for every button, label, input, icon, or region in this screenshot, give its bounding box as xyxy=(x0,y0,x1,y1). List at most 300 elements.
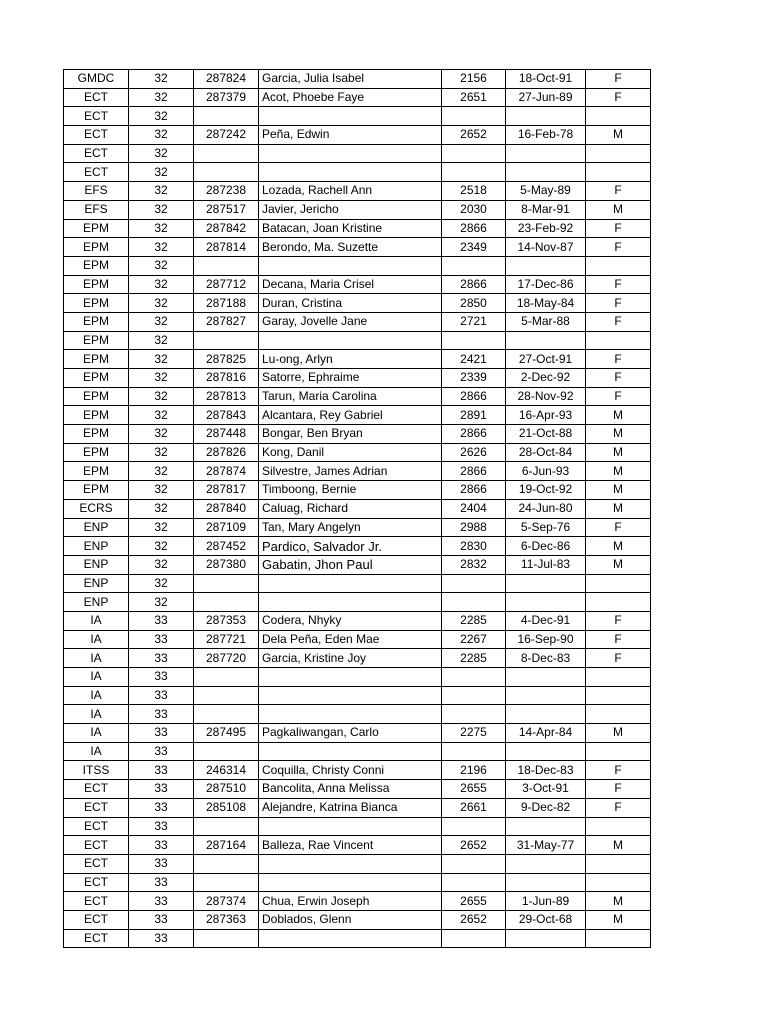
id-cell: 287824 xyxy=(194,70,259,89)
name-cell: Coquilla, Christy Conni xyxy=(259,761,442,780)
code-cell: 2285 xyxy=(442,611,506,630)
dept-cell: EPM xyxy=(64,369,129,388)
date-cell: 5-Sep-76 xyxy=(506,518,586,537)
name-cell: Gabatin, Jhon Paul xyxy=(259,555,442,574)
sex-cell xyxy=(586,929,651,948)
code-cell: 2275 xyxy=(442,724,506,743)
code-cell xyxy=(442,256,506,275)
table-row xyxy=(64,88,651,107)
id-cell: 287109 xyxy=(194,518,259,537)
name-cell: Pagkaliwangan, Carlo xyxy=(259,724,442,743)
id-cell xyxy=(194,873,259,892)
table-row xyxy=(64,256,651,275)
code-cell: 2866 xyxy=(442,481,506,500)
dept-cell: EPM xyxy=(64,425,129,444)
table-row xyxy=(64,854,651,873)
sex-cell: F xyxy=(586,387,651,406)
id-cell xyxy=(194,331,259,350)
sex-cell xyxy=(586,574,651,593)
group-cell: 32 xyxy=(129,182,194,201)
date-cell xyxy=(506,686,586,705)
table-row xyxy=(64,518,651,537)
code-cell: 2518 xyxy=(442,182,506,201)
dept-cell: ECT xyxy=(64,929,129,948)
code-cell: 2339 xyxy=(442,369,506,388)
group-cell: 32 xyxy=(129,425,194,444)
id-cell: 287448 xyxy=(194,425,259,444)
dept-cell: EPM xyxy=(64,350,129,369)
id-cell: 287517 xyxy=(194,200,259,219)
dept-cell: ECT xyxy=(64,107,129,126)
group-cell: 32 xyxy=(129,406,194,425)
id-cell xyxy=(194,817,259,836)
code-cell: 2830 xyxy=(442,537,506,556)
date-cell: 27-Jun-89 xyxy=(506,88,586,107)
date-cell xyxy=(506,593,586,612)
dept-cell: ENP xyxy=(64,593,129,612)
date-cell xyxy=(506,256,586,275)
code-cell xyxy=(442,705,506,724)
name-cell: Batacan, Joan Kristine xyxy=(259,219,442,238)
sex-cell: M xyxy=(586,724,651,743)
group-cell: 32 xyxy=(129,88,194,107)
id-cell: 287452 xyxy=(194,537,259,556)
table-row xyxy=(64,761,651,780)
sex-cell: F xyxy=(586,294,651,313)
name-cell: Tarun, Maria Carolina xyxy=(259,387,442,406)
table-row xyxy=(64,70,651,89)
dept-cell: ECT xyxy=(64,854,129,873)
table-row xyxy=(64,126,651,145)
id-cell: 287363 xyxy=(194,910,259,929)
id-cell: 287814 xyxy=(194,238,259,257)
dept-cell: ECT xyxy=(64,163,129,182)
date-cell: 19-Oct-92 xyxy=(506,481,586,500)
id-cell: 287495 xyxy=(194,724,259,743)
dept-cell: IA xyxy=(64,611,129,630)
table-row xyxy=(64,406,651,425)
id-cell: 287374 xyxy=(194,892,259,911)
group-cell: 33 xyxy=(129,705,194,724)
group-cell: 33 xyxy=(129,649,194,668)
sex-cell: F xyxy=(586,780,651,799)
code-cell: 2349 xyxy=(442,238,506,257)
dept-cell: EPM xyxy=(64,256,129,275)
dept-cell: EPM xyxy=(64,294,129,313)
name-cell: Bancolita, Anna Melissa xyxy=(259,780,442,799)
group-cell: 32 xyxy=(129,70,194,89)
dept-cell: ECT xyxy=(64,798,129,817)
date-cell xyxy=(506,742,586,761)
sex-cell: M xyxy=(586,462,651,481)
date-cell: 2-Dec-92 xyxy=(506,369,586,388)
name-cell xyxy=(259,854,442,873)
group-cell: 32 xyxy=(129,219,194,238)
dept-cell: ENP xyxy=(64,555,129,574)
name-cell: Codera, Nhyky xyxy=(259,611,442,630)
code-cell xyxy=(442,593,506,612)
group-cell: 32 xyxy=(129,200,194,219)
name-cell: Javier, Jericho xyxy=(259,200,442,219)
name-cell: Garay, Jovelle Jane xyxy=(259,312,442,331)
name-cell: Caluag, Richard xyxy=(259,499,442,518)
date-cell: 18-Dec-83 xyxy=(506,761,586,780)
name-cell xyxy=(259,742,442,761)
group-cell: 32 xyxy=(129,144,194,163)
id-cell xyxy=(194,686,259,705)
group-cell: 33 xyxy=(129,611,194,630)
table-row xyxy=(64,425,651,444)
code-cell: 2655 xyxy=(442,780,506,799)
table-row xyxy=(64,163,651,182)
sex-cell xyxy=(586,668,651,687)
name-cell: Duran, Cristina xyxy=(259,294,442,313)
date-cell: 29-Oct-68 xyxy=(506,910,586,929)
dept-cell: ECT xyxy=(64,892,129,911)
code-cell: 2196 xyxy=(442,761,506,780)
dept-cell: ECT xyxy=(64,126,129,145)
roster-body xyxy=(64,70,651,948)
name-cell: Garcia, Kristine Joy xyxy=(259,649,442,668)
code-cell: 2866 xyxy=(442,425,506,444)
id-cell: 287721 xyxy=(194,630,259,649)
sex-cell xyxy=(586,107,651,126)
date-cell: 8-Dec-83 xyxy=(506,649,586,668)
sex-cell: M xyxy=(586,555,651,574)
name-cell: Decana, Maria Crisel xyxy=(259,275,442,294)
table-row xyxy=(64,144,651,163)
id-cell: 287720 xyxy=(194,649,259,668)
name-cell xyxy=(259,574,442,593)
name-cell xyxy=(259,686,442,705)
group-cell: 33 xyxy=(129,892,194,911)
dept-cell: ECT xyxy=(64,817,129,836)
code-cell: 2404 xyxy=(442,499,506,518)
id-cell: 287380 xyxy=(194,555,259,574)
date-cell: 21-Oct-88 xyxy=(506,425,586,444)
id-cell: 287813 xyxy=(194,387,259,406)
id-cell: 287842 xyxy=(194,219,259,238)
id-cell xyxy=(194,593,259,612)
code-cell: 2832 xyxy=(442,555,506,574)
roster-table xyxy=(63,69,651,948)
group-cell: 33 xyxy=(129,854,194,873)
table-row xyxy=(64,649,651,668)
code-cell: 2891 xyxy=(442,406,506,425)
sex-cell xyxy=(586,256,651,275)
table-row xyxy=(64,294,651,313)
id-cell xyxy=(194,929,259,948)
group-cell: 33 xyxy=(129,668,194,687)
group-cell: 32 xyxy=(129,481,194,500)
group-cell: 33 xyxy=(129,836,194,855)
date-cell: 11-Jul-83 xyxy=(506,555,586,574)
id-cell: 287816 xyxy=(194,369,259,388)
id-cell xyxy=(194,163,259,182)
table-row xyxy=(64,574,651,593)
group-cell: 33 xyxy=(129,798,194,817)
code-cell: 2655 xyxy=(442,892,506,911)
sex-cell: F xyxy=(586,611,651,630)
name-cell: Dela Peña, Eden Mae xyxy=(259,630,442,649)
name-cell: Balleza, Rae Vincent xyxy=(259,836,442,855)
sex-cell: M xyxy=(586,836,651,855)
name-cell: Tan, Mary Angelyn xyxy=(259,518,442,537)
code-cell: 2651 xyxy=(442,88,506,107)
name-cell: Peña, Edwin xyxy=(259,126,442,145)
table-row xyxy=(64,443,651,462)
code-cell: 2285 xyxy=(442,649,506,668)
id-cell xyxy=(194,668,259,687)
group-cell: 33 xyxy=(129,929,194,948)
sex-cell xyxy=(586,873,651,892)
group-cell: 33 xyxy=(129,761,194,780)
date-cell xyxy=(506,668,586,687)
dept-cell: EPM xyxy=(64,219,129,238)
date-cell: 16-Apr-93 xyxy=(506,406,586,425)
table-row xyxy=(64,873,651,892)
group-cell: 33 xyxy=(129,780,194,799)
table-row xyxy=(64,686,651,705)
table-row xyxy=(64,350,651,369)
sex-cell: F xyxy=(586,88,651,107)
id-cell: 287843 xyxy=(194,406,259,425)
dept-cell: IA xyxy=(64,724,129,743)
dept-cell: EPM xyxy=(64,406,129,425)
id-cell: 287874 xyxy=(194,462,259,481)
table-row xyxy=(64,481,651,500)
name-cell xyxy=(259,144,442,163)
name-cell xyxy=(259,107,442,126)
group-cell: 32 xyxy=(129,275,194,294)
dept-cell: IA xyxy=(64,705,129,724)
table-row xyxy=(64,798,651,817)
date-cell: 14-Nov-87 xyxy=(506,238,586,257)
code-cell: 2988 xyxy=(442,518,506,537)
sex-cell: M xyxy=(586,537,651,556)
code-cell: 2661 xyxy=(442,798,506,817)
group-cell: 33 xyxy=(129,910,194,929)
name-cell xyxy=(259,331,442,350)
id-cell: 287510 xyxy=(194,780,259,799)
id-cell: 287712 xyxy=(194,275,259,294)
group-cell: 32 xyxy=(129,499,194,518)
sex-cell: F xyxy=(586,275,651,294)
name-cell: Doblados, Glenn xyxy=(259,910,442,929)
sex-cell xyxy=(586,163,651,182)
group-cell: 32 xyxy=(129,331,194,350)
code-cell: 2030 xyxy=(442,200,506,219)
sex-cell: F xyxy=(586,518,651,537)
date-cell: 28-Nov-92 xyxy=(506,387,586,406)
table-row xyxy=(64,630,651,649)
dept-cell: EPM xyxy=(64,331,129,350)
name-cell: Timboong, Bernie xyxy=(259,481,442,500)
date-cell: 4-Dec-91 xyxy=(506,611,586,630)
code-cell: 2866 xyxy=(442,462,506,481)
group-cell: 32 xyxy=(129,387,194,406)
group-cell: 33 xyxy=(129,724,194,743)
date-cell xyxy=(506,107,586,126)
name-cell: Garcia, Julia Isabel xyxy=(259,70,442,89)
id-cell: 287817 xyxy=(194,481,259,500)
code-cell: 2866 xyxy=(442,387,506,406)
code-cell xyxy=(442,144,506,163)
dept-cell: IA xyxy=(64,649,129,668)
group-cell: 33 xyxy=(129,742,194,761)
sex-cell: F xyxy=(586,798,651,817)
name-cell: Chua, Erwin Joseph xyxy=(259,892,442,911)
table-row xyxy=(64,910,651,929)
date-cell: 5-May-89 xyxy=(506,182,586,201)
table-row xyxy=(64,892,651,911)
table-row xyxy=(64,555,651,574)
group-cell: 32 xyxy=(129,443,194,462)
date-cell: 16-Feb-78 xyxy=(506,126,586,145)
code-cell xyxy=(442,686,506,705)
date-cell: 3-Oct-91 xyxy=(506,780,586,799)
date-cell: 17-Dec-86 xyxy=(506,275,586,294)
group-cell: 32 xyxy=(129,593,194,612)
sex-cell xyxy=(586,742,651,761)
date-cell xyxy=(506,817,586,836)
group-cell: 33 xyxy=(129,873,194,892)
dept-cell: ENP xyxy=(64,537,129,556)
code-cell: 2866 xyxy=(442,219,506,238)
id-cell: 287238 xyxy=(194,182,259,201)
dept-cell: ECT xyxy=(64,836,129,855)
table-row xyxy=(64,238,651,257)
sex-cell xyxy=(586,686,651,705)
dept-cell: ENP xyxy=(64,518,129,537)
date-cell: 23-Feb-92 xyxy=(506,219,586,238)
table-row xyxy=(64,929,651,948)
group-cell: 33 xyxy=(129,686,194,705)
group-cell: 32 xyxy=(129,294,194,313)
sex-cell xyxy=(586,144,651,163)
code-cell xyxy=(442,873,506,892)
table-row xyxy=(64,611,651,630)
name-cell xyxy=(259,929,442,948)
id-cell: 287827 xyxy=(194,312,259,331)
table-row xyxy=(64,369,651,388)
table-row xyxy=(64,593,651,612)
group-cell: 33 xyxy=(129,817,194,836)
code-cell: 2267 xyxy=(442,630,506,649)
dept-cell: ECT xyxy=(64,144,129,163)
dept-cell: EPM xyxy=(64,312,129,331)
sex-cell: M xyxy=(586,910,651,929)
code-cell: 2652 xyxy=(442,126,506,145)
id-cell: 287242 xyxy=(194,126,259,145)
sex-cell: F xyxy=(586,238,651,257)
code-cell xyxy=(442,331,506,350)
code-cell xyxy=(442,929,506,948)
table-row xyxy=(64,200,651,219)
table-row xyxy=(64,668,651,687)
sex-cell: M xyxy=(586,443,651,462)
code-cell: 2652 xyxy=(442,836,506,855)
date-cell: 28-Oct-84 xyxy=(506,443,586,462)
group-cell: 32 xyxy=(129,462,194,481)
sex-cell: M xyxy=(586,200,651,219)
table-row xyxy=(64,387,651,406)
dept-cell: IA xyxy=(64,742,129,761)
sex-cell: M xyxy=(586,481,651,500)
dept-cell: EPM xyxy=(64,481,129,500)
id-cell: 285108 xyxy=(194,798,259,817)
table-row xyxy=(64,462,651,481)
group-cell: 32 xyxy=(129,350,194,369)
dept-cell: EPM xyxy=(64,443,129,462)
date-cell: 18-May-84 xyxy=(506,294,586,313)
id-cell: 287825 xyxy=(194,350,259,369)
date-cell: 18-Oct-91 xyxy=(506,70,586,89)
sex-cell: F xyxy=(586,649,651,668)
id-cell: 287164 xyxy=(194,836,259,855)
sex-cell xyxy=(586,817,651,836)
sex-cell: M xyxy=(586,406,651,425)
table-row xyxy=(64,780,651,799)
table-row xyxy=(64,331,651,350)
table-row xyxy=(64,705,651,724)
sex-cell: M xyxy=(586,425,651,444)
name-cell: Silvestre, James Adrian xyxy=(259,462,442,481)
date-cell xyxy=(506,929,586,948)
sex-cell xyxy=(586,854,651,873)
id-cell xyxy=(194,144,259,163)
dept-cell: ECT xyxy=(64,780,129,799)
dept-cell: ECRS xyxy=(64,499,129,518)
dept-cell: EPM xyxy=(64,462,129,481)
group-cell: 32 xyxy=(129,163,194,182)
table-row xyxy=(64,499,651,518)
date-cell xyxy=(506,331,586,350)
id-cell xyxy=(194,107,259,126)
code-cell: 2652 xyxy=(442,910,506,929)
dept-cell: EFS xyxy=(64,200,129,219)
group-cell: 32 xyxy=(129,126,194,145)
table-row xyxy=(64,724,651,743)
date-cell xyxy=(506,144,586,163)
id-cell xyxy=(194,256,259,275)
name-cell: Lu-ong, Arlyn xyxy=(259,350,442,369)
table-row xyxy=(64,182,651,201)
group-cell: 32 xyxy=(129,238,194,257)
code-cell: 2626 xyxy=(442,443,506,462)
sex-cell: M xyxy=(586,126,651,145)
id-cell: 287188 xyxy=(194,294,259,313)
dept-cell: ECT xyxy=(64,873,129,892)
group-cell: 32 xyxy=(129,574,194,593)
code-cell: 2421 xyxy=(442,350,506,369)
sex-cell: F xyxy=(586,761,651,780)
id-cell: 287353 xyxy=(194,611,259,630)
sex-cell: F xyxy=(586,369,651,388)
dept-cell: EPM xyxy=(64,238,129,257)
dept-cell: GMDC xyxy=(64,70,129,89)
group-cell: 32 xyxy=(129,537,194,556)
date-cell xyxy=(506,873,586,892)
name-cell xyxy=(259,668,442,687)
sex-cell: F xyxy=(586,350,651,369)
code-cell xyxy=(442,163,506,182)
dept-cell: IA xyxy=(64,668,129,687)
name-cell: Satorre, Ephraime xyxy=(259,369,442,388)
id-cell xyxy=(194,742,259,761)
code-cell: 2721 xyxy=(442,312,506,331)
id-cell: 287379 xyxy=(194,88,259,107)
